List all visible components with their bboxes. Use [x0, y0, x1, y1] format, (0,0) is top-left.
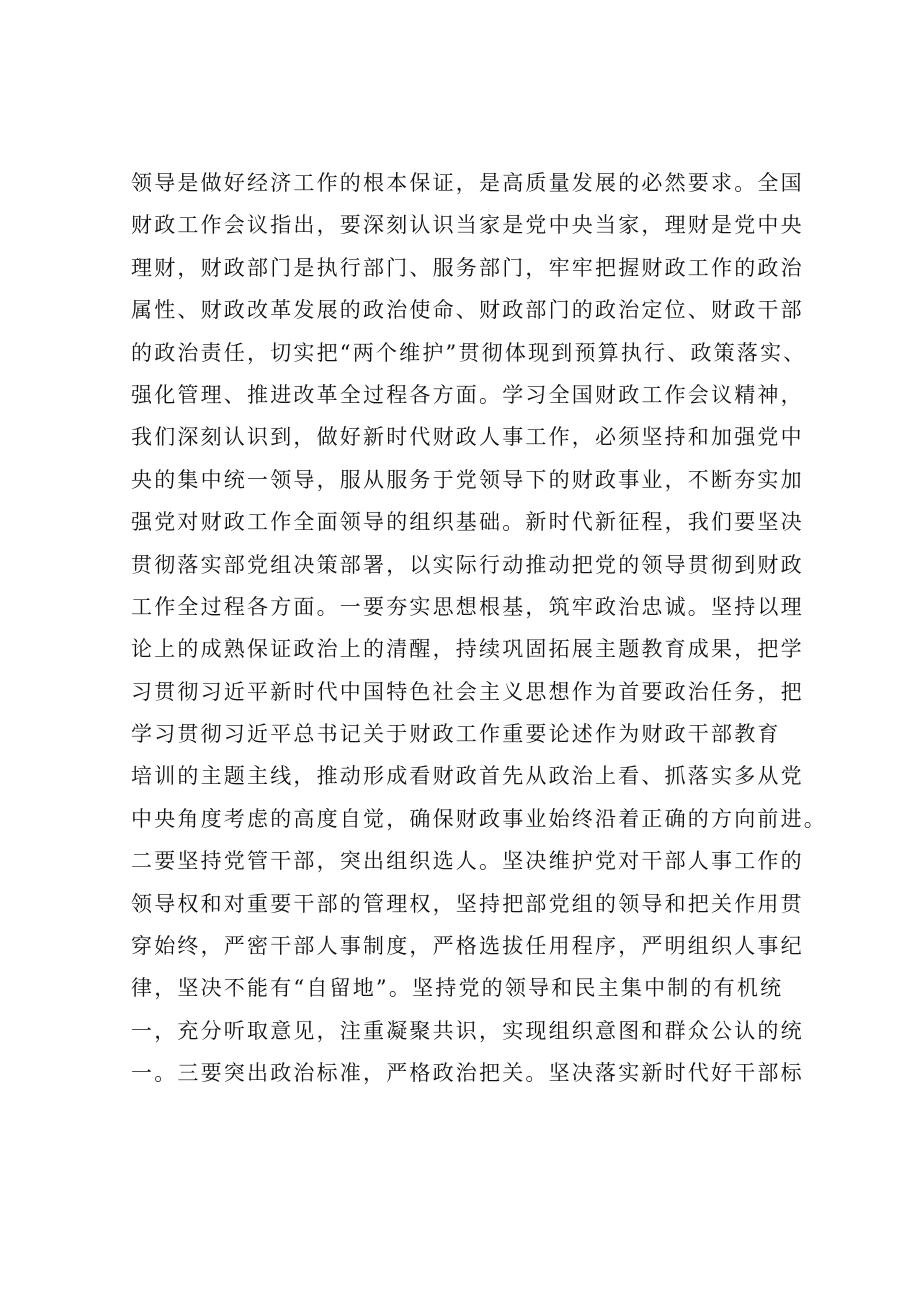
- text-line: 二要坚持党管干部，突出组织选人。坚决维护党对干部人事工作的: [131, 849, 804, 874]
- text-line: 强党对财政工作全面领导的组织基础。新时代新征程，我们要坚决: [131, 510, 804, 535]
- text-line: 一，充分听取意见，注重凝聚共识，实现组织意图和群众公认的统: [131, 1018, 804, 1043]
- text-line: 一。三要突出政治标准，严格政治把关。坚决落实新时代好干部标: [131, 1061, 804, 1086]
- text-line: 属性、财政改革发展的政治使命、财政部门的政治定位、财政干部: [131, 298, 804, 323]
- text-line: 强化管理、推进改革全过程各方面。学习全国财政工作会议精神，: [131, 382, 804, 407]
- text-line: 论上的成熟保证政治上的清醒，持续巩固拓展主题教育成果，把学: [131, 637, 804, 662]
- text-line: 我们深刻认识到，做好新时代财政人事工作，必须坚持和加强党中: [131, 425, 804, 450]
- text-line: 培训的主题主线，推动形成看财政首先从政治上看、抓落实多从党: [131, 764, 804, 789]
- text-line: 习贯彻习近平新时代中国特色社会主义思想作为首要政治任务，把: [131, 679, 804, 704]
- text-line: 领导是做好经济工作的根本保证，是高质量发展的必然要求。全国: [131, 171, 804, 195]
- text-line: 理财，财政部门是执行部门、服务部门，牢牢把握财政工作的政治: [131, 255, 804, 280]
- text-line: 的政治责任，切实把“两个维护”贯彻体现到预算执行、政策落实、: [131, 340, 807, 365]
- text-line: 领导权和对重要干部的管理权，坚持把部党组的领导和把关作用贯: [131, 891, 804, 916]
- body-text: [131, 162, 827, 1095]
- text-line: 央的集中统一领导，服从服务于党领导下的财政事业，不断夯实加: [131, 467, 804, 492]
- text-line: 中央角度考虑的高度自觉，确保财政事业始终沿着正确的方向前进。: [131, 806, 827, 831]
- text-line: 穿始终，严密干部人事制度，严格选拔任用程序，严明组织人事纪: [131, 934, 804, 959]
- text-line: 律，坚决不能有“自留地”。坚持党的领导和民主集中制的有机统: [131, 976, 784, 1001]
- text-line: 学习贯彻习近平总书记关于财政工作重要论述作为财政干部教育: [131, 722, 781, 747]
- text-line: 贯彻落实部党组决策部署，以实际行动推动把党的领导贯彻到财政: [131, 552, 804, 577]
- text-line: 财政工作会议指出，要深刻认识当家是党中央当家，理财是党中央: [131, 213, 804, 238]
- text-line: 工作全过程各方面。一要夯实思想根基，筑牢政治忠诚。坚持以理: [131, 594, 804, 619]
